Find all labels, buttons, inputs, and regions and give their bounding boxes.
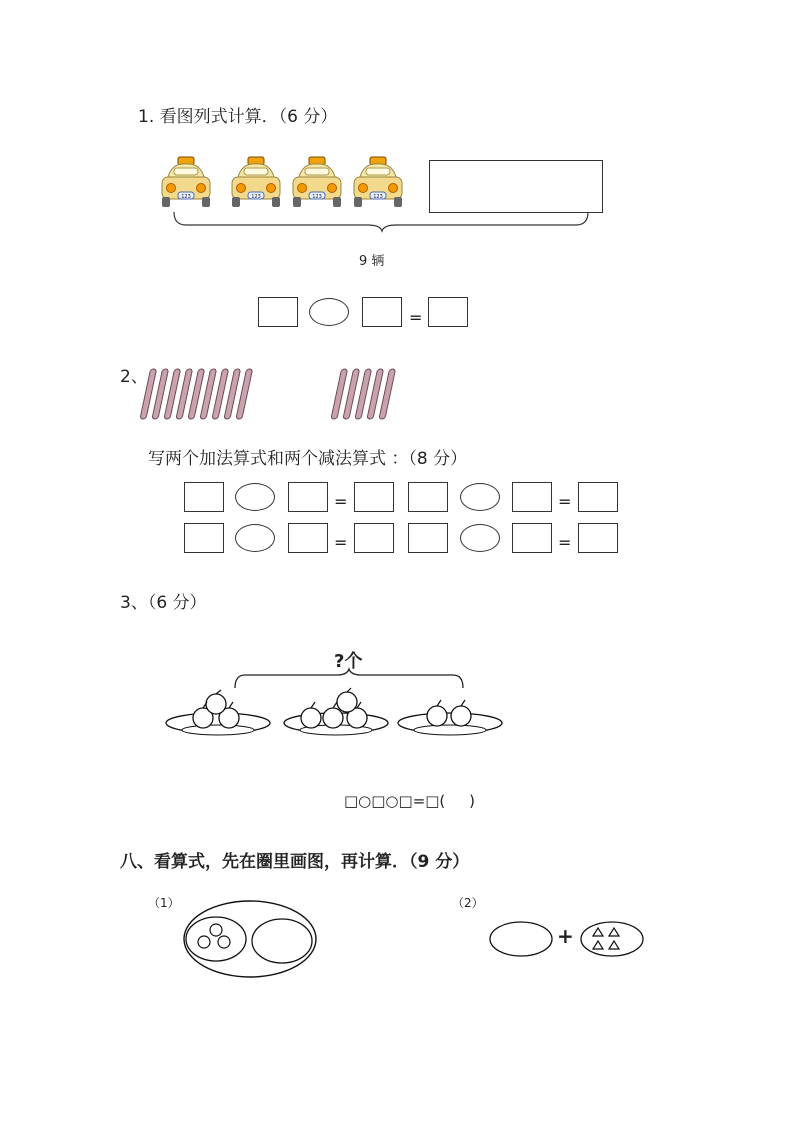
answer-box[interactable] xyxy=(258,297,298,327)
operator-oval[interactable] xyxy=(309,298,349,326)
equals-sign: = xyxy=(409,308,423,327)
q3-formula: □○□○□=□( ) xyxy=(344,792,475,810)
answer-box[interactable] xyxy=(354,482,394,512)
svg-text:123: 123 xyxy=(181,194,191,200)
q3-label: 3、（6 分） xyxy=(120,593,207,613)
question-count-label: ?个 xyxy=(334,651,363,672)
answer-box[interactable] xyxy=(354,523,394,553)
taxi-icon xyxy=(158,155,214,211)
answer-box[interactable] xyxy=(578,523,618,553)
brace-apples xyxy=(233,668,465,690)
answer-box[interactable] xyxy=(288,482,328,512)
sticks-group-9 xyxy=(143,367,263,423)
answer-box[interactable] xyxy=(408,482,448,512)
nested-circles-diagram xyxy=(182,898,322,978)
operator-oval[interactable] xyxy=(235,524,275,552)
plus-sign: + xyxy=(557,924,574,948)
answer-box[interactable] xyxy=(184,523,224,553)
answer-box[interactable] xyxy=(362,297,402,327)
equals-sign: = xyxy=(334,492,348,511)
triangles-oval xyxy=(579,920,645,960)
answer-box[interactable] xyxy=(184,482,224,512)
q2-instruction: 写两个加法算式和两个减法算式 ：（8 分） xyxy=(148,449,468,469)
svg-text:123: 123 xyxy=(373,194,383,200)
brace-label: 9 辆 xyxy=(359,254,385,269)
q8-title: 八、看算式，先在圈里画图，再计算．（9 分） xyxy=(120,852,470,872)
plate-three-apples xyxy=(281,688,391,748)
operator-oval[interactable] xyxy=(460,483,500,511)
q1-title: 1. 看图列式计算．（6 分） xyxy=(138,107,338,127)
equals-sign: = xyxy=(334,533,348,552)
svg-text:123: 123 xyxy=(312,194,322,200)
taxi-icon xyxy=(289,155,345,211)
brace-9-cars xyxy=(172,210,592,232)
taxi-icon xyxy=(350,155,406,211)
answer-box[interactable] xyxy=(512,482,552,512)
answer-box[interactable] xyxy=(578,482,618,512)
operator-oval[interactable] xyxy=(235,483,275,511)
svg-text:123: 123 xyxy=(251,194,261,200)
sticks-group-5 xyxy=(334,367,404,423)
q2-label: 2、 xyxy=(120,367,148,387)
plate-two-apples xyxy=(395,688,505,748)
sub-question-2-label: （2） xyxy=(452,896,484,910)
equals-sign: = xyxy=(558,492,572,511)
answer-box[interactable] xyxy=(408,523,448,553)
operator-oval[interactable] xyxy=(460,524,500,552)
sub-question-1-label: （1） xyxy=(148,896,180,910)
plate-two-apples xyxy=(163,688,273,748)
hidden-cars-box xyxy=(429,160,603,213)
taxi-icon xyxy=(228,155,284,211)
equals-sign: = xyxy=(558,533,572,552)
answer-box[interactable] xyxy=(428,297,468,327)
answer-box[interactable] xyxy=(288,523,328,553)
taxi-row xyxy=(158,155,418,215)
empty-draw-oval[interactable] xyxy=(488,920,554,960)
answer-box[interactable] xyxy=(512,523,552,553)
